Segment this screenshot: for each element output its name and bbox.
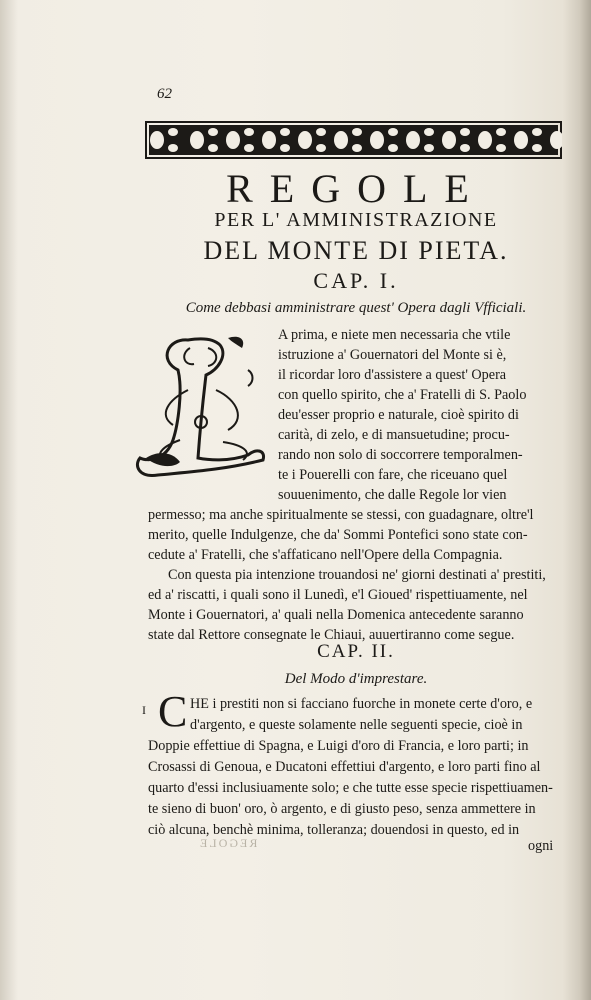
chapter-2-initial-letter: C (158, 687, 188, 736)
decorative-header-ornament (145, 121, 562, 159)
main-title: REGOLE (226, 166, 486, 211)
text-line: te i Pouerelli con fare, che riceuano quel (278, 467, 508, 483)
page-edge-shadow (563, 0, 591, 1000)
text-line: rando non solo di soccorrere temporalmen- (278, 447, 523, 463)
chapter-2-subheading: Del Modo d'imprestare. (284, 671, 428, 687)
text-line: HE i prestiti non si facciano fuorche in monete certe d'oro, e (190, 696, 533, 712)
text-line: Con questa pia intenzione trouandosi ne' giorni destinati a' prestiti, (168, 567, 546, 583)
text-line: ed a' riscatti, i quali sono il Lunedì, e'l Gioued' rispettiuamente, nel (148, 587, 528, 603)
text-line: il ricordar loro d'assistere a quest' Opera (278, 367, 507, 383)
text-line: A prima, e niete men necessaria che vtile (278, 327, 511, 343)
paragraph-number: I (142, 703, 146, 717)
page-gutter-shadow (0, 0, 18, 1000)
text-line: Monte i Gouernatori, a' quali nella Domenica antecedente saranno (148, 607, 524, 623)
subtitle-line-1: PER L' AMMINISTRAZIONE (214, 209, 498, 231)
text-line: con quello spirito, che a' Fratelli di S. Paolo (278, 387, 527, 403)
bleed-through-text: REGOLE (198, 836, 258, 850)
chapter-2-heading: CAP. II. (317, 641, 395, 662)
chapter-1-subheading: Come debbasi amministrare quest' Opera dagli Vfficiali. (185, 300, 527, 316)
catchword: ogni (528, 838, 554, 854)
text-line: Crosassi di Genoua, e Ducatoni effettiui d'argento, e loro parti fino al (148, 759, 541, 775)
text-line: carità, di zelo, e di mansuetudine; procu- (278, 427, 510, 443)
decorated-initial-l-illustration (128, 330, 274, 482)
text-line: d'argento, e queste solamente nelle seguenti specie, cioè in (190, 717, 523, 733)
page-number: 62 (157, 86, 172, 102)
chapter-1-heading: CAP. I. (313, 268, 399, 293)
text-line: merito, quelle Indulgenze, che da' Sommi Pontefici sono state con- (148, 527, 528, 543)
text-line: souuenimento, che dalle Regole lor vien (278, 487, 507, 503)
text-line: ciò alcuna, benchè minima, tolleranza; douendosi in questo, ed in (148, 822, 520, 838)
text-line: te sieno di buon' oro, ò argento, e di giusto peso, senza ammettere in (148, 801, 536, 817)
text-line: Doppie effettiue di Spagna, e Luigi d'oro di Francia, e loro parti; in (148, 738, 529, 754)
text-line: deu'esser proprio e naturale, cioè spirito di (278, 407, 519, 423)
text-line: istruzione a' Gouernatori del Monte si è, (278, 347, 507, 363)
text-line: state dal Rettore consegnate le Chiaui, auuertiranno come segue. (148, 627, 515, 643)
text-line: permesso; ma anche spiritualmente se stessi, con guadagnare, oltre'l (148, 507, 534, 523)
text-line: quarto d'essi inclusiuamente solo; e che tutte esse specie rispettiuamen- (148, 780, 553, 796)
text-line: cedute a' Fratelli, che s'affaticano nell'Opere della Compagnia. (148, 547, 503, 563)
subtitle-line-2: DEL MONTE DI PIETA. (203, 236, 509, 265)
